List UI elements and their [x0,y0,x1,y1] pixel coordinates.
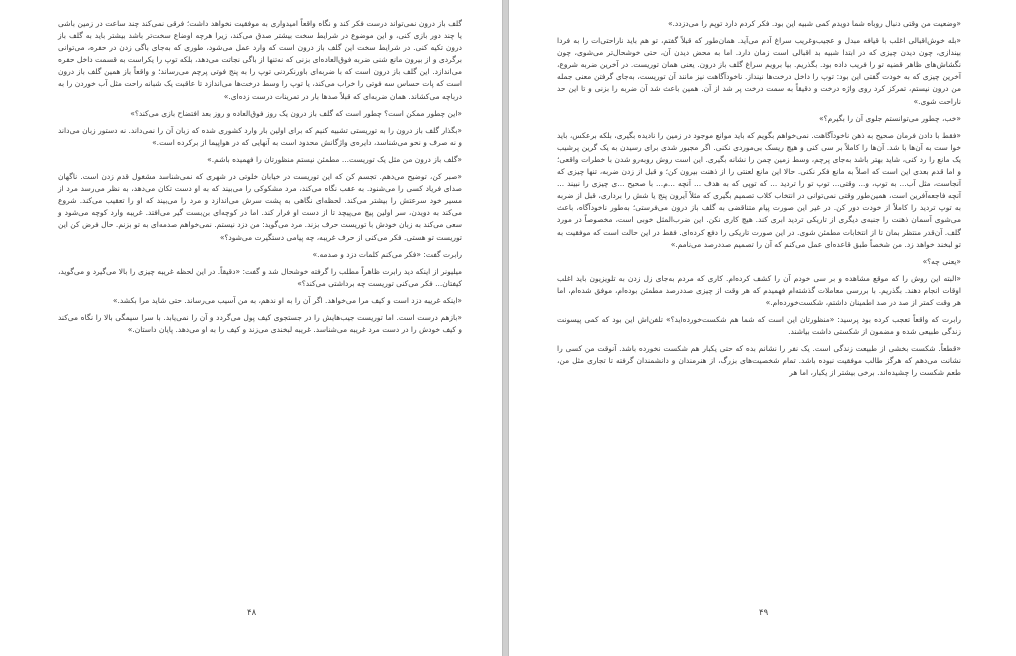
paragraph: «یعنی چه؟» [922,256,961,266]
paragraph: گلف باز درون نمی‌تواند درست فکر کند و نگاه واقعاً امیدواری به موفقیت نخواهد داشت؛ فرقی نمی‌کند چند ساعت در زمین باشی یا چند دور بازی کنی، و این موضوع در شرایط سخت بیشتر صدق می‌کند، زیرا هرچه اوضاع سخت‌تر باشد بیشتر باید به گلف باز درون تکیه کنی. در شرایط سخت این گلف باز درون است که وارد عمل می‌شود، طوری که به‌جای باگی زدن در حفره، می‌توانی برگردی و از بیرون مانع شنی ضربه فوق‌العاده‌ای بزنی که نه‌تنها از باگی نجاتت می‌دهد، بلکه توپ را یکراست به قسمت داخل حفره می‌اندازد. این گلف باز درون است که با ضربه‌ای باورنکردنی توپ را به پنج فوتی پرچم می‌رساند؛ و واقعاً باز همین گلف باز درون است که پات حساس سه فوتی را خراب می‌کند، یا توپ را وسط درخت‌ها می‌اندازد تا عاقبت یک شبانه راحت مثل آب خوردن را به درباچه می‌کشاند. همان ضربه‌ای که قبلاً صدها بار در تمرینات درست زده‌ای.» [58,19,462,101]
paragraph: «بازهم درست است. اما توریست جیب‌هایش را در جستجوی کیف پول می‌گردد و آن را نمی‌یابد. با سرا سیمگی بالا را نگاه می‌کند و کیف خودش را در دست مرد غریبه می‌شناسد. غریبه لبخندی می‌زند و کیف را به او می‌دهد. پایان داستان.» [58,312,462,335]
paragraph: رابرت گفت: «فکر می‌کنم کلمات دزد و صدمه.» [312,249,462,259]
paragraph: «بله خوش‌اقبالی اغلب با قیافه مبدل و عجیب‌وغریب سراغ آدم می‌آید. همان‌طور که قبلاً گفتم، تو هم باید ناراحتی‌ات را به فردا بیندازی، چون دیدن چیزی که در ابتدا شبیه بد اقبالی است زمان دارد. اما به محض دیدن آن، حتی خوشحال‌تر می‌شوی، چون نگشاش‌های ظاهر قضیه تو را فریب داده بود. بگذریم. بیا برویم سراغ گلف باز درون. یعنی همان توریست. در آخرین ضربه شروع، آخرین چیزی که به خودت گفتی این بود: توپ را داخل درخت‌ها نینداز. ناخودآگاهت نیز مانند آن توریست، به‌جای گرفتن معنی جمله من درون نیستم، تمرکز کرد روی واژه درخت و دقیقاً به سمت درخت پر شد از آن. همین باعث شد آن ضربه را بزنی و تا این حد ناراحت شوی.» [557,36,961,106]
paragraph: «فقط با دادن فرمان صحیح به ذهن ناخودآگاهت. نمی‌خواهم بگویم که باید موانع موجود در زمین را نادیده بگیری، بلکه برعکس، باید خوا ست به آن‌ها با شد. آن‌ها را کاملاً بر سی کنی و هیچ ریسک بی‌موردی نکنی. اگر مجبور شدی برای رسیدن به یک گرین پرشیب یک مانع را رد کنی، شاید بهتر باشد به‌جای پرچم، وسط زمین چمن را نشانه بگیری. این است روش روبه‌رو شدن با خطرات واقعی؛ و اما قدم بعدی این است که اصلاً به مانع فکر نکنی. حالا این مانع لعنتی را از ذهنت بیرون کن؛ و قبل از زدن ضربه، تنها چیزی که آنجاست، مثل آب... به توپ، و... وقتی... توپ تو را تردید ... که توپی که به هدف ... آنچه ...م... با صحیح ...ی چیزی را نبیند ... آنچه فاجعه‌آفرین است، همین‌طور وقتی نمی‌توانی در انتخاب کلاب تصمیم بگیری که مثلاً آیرون پنج یا شش را برداری، قبل از ضربه به توپ تردید را کاملاً از خودت دور کن. در غیر این صورت پیام متناقضی به گلف باز درون می‌فرستی؛ به‌طور ناخودآگاه، باعث می‌شوی آسمان ذهنت را جنبه‌ی دیگری از تاریکی تردید ابری کند. هیچ کاری نکن. این ضرب‌المثل خوبی است، مخصوصاً در مورد گلف. آن‌قدر منتظر بمان تا از انتخابات مطمئن شوی. در این صورت تاریکی را دفع کرده‌ای. فقط در این حالت است که موفقیت به تو لبخند خواهد زد. من شخصاً طبق قاعده‌ای عمل می‌کنم که آن را تصمیم صددرصد می‌نامم.» [557,130,961,249]
paragraph: «قطعاً. شکست بخشی از طبیعت زندگی است. یک نفر را نشانم بده که حتی یکبار هم شکست نخورده باشد. آنوقت من کسی را نشانت می‌دهم که هرگز طالب موفقیت نبوده باشد. تمام شخصیت‌های بزرگ، از هنرمندان و دانشمندان گرفته تا تجاری مثل من، طعم شکست را چشیده‌اند. برخی بیشتر از یکبار، اما هر [557,344,961,378]
left-page [0,0,503,656]
page-number-left: ۴۸ [247,608,257,618]
paragraph: «البته این روش را که موقع مشاهده و بر سی خودم آن را کشف کرده‌ام. کاری که مردم به‌جای زل زدن به تلویزیون باید اغلب اوقات انجام دهند. بگذریم. با بررسی معاملات گذشته‌ام فهمیدم که هر وقت از چیزی صددرصد مطمئن بوده‌ام، موفق شده‌ام، اما هر وقت کمتر از صد در صد اطمینان داشتم، شکست‌خورده‌ام.» [557,273,961,307]
paragraph: «بگذار گلف باز درون را به توریستی تشبیه کنیم که برای اولین بار وارد کشوری شده که زبان آن را نمی‌داند. نه دستور زبان می‌داند و نه صرف و نحو می‌شناسد، دایره‌ی واژگانش محدود است به آنهایی که در هواپیما از برکرده است.» [58,125,462,147]
right-page-text [557,18,961,385]
paragraph: «صبر کن، توضیح می‌دهم. تجسم کن که این توریست در خیابان خلوتی در شهری که نمی‌شناسد مشغول قدم زدن است. ناگهان صدای فریاد کسی را می‌شنود. به عقب نگاه می‌کند، مرد مشکوکی را می‌بیند که به او دست تکان می‌دهد، به نظر می‌رسد مرد از مسیر خود سرعتش را بیشتر می‌کند. لحظه‌ای نگاهی به پشت سرش می‌اندازد و مرد را می‌بیند که او را تعقیب می‌کند. شروع می‌کند به دویدن، سر اولین پیچ می‌پیچد تا از دست او فرار کند. اما در کوچه‌ای بن‌بست گیر می‌افتد. غریبه وارد کوچه می‌شود و سعی می‌کند به زبان خودش با توریست حرف بزند. مرد می‌گوید: من دزد نیستم. نمی‌خواهم صدمه‌ای به تو بزنم. حال فرض کن این توریست تو هستی. فکر می‌کنی از حرف غریبه، چه پیامی دستگیرت می‌شود؟» [58,172,462,242]
right-page [508,0,1016,656]
paragraph: «خب، چطور می‌توانستم جلوی آن را بگیرم؟» [819,113,961,123]
paragraph: «اینکه غریبه دزد است و کیف مرا می‌خواهد. اگر آن را به او ندهم، به من آسیب می‌رساند. حتی شاید مرا بکشد.» [112,295,462,305]
paragraph: «این چطور ممکن است؟ چطور است که گلف باز درون یک روز فوق‌العاده و روز بعد افتضاح بازی می‌کند؟» [130,108,462,118]
page-number-right: ۴۹ [759,608,769,618]
left-page-text [58,18,462,341]
paragraph: رابرت که واقعاً تعجب کرده بود پرسید: «منظورتان این است که شما هم شکست‌خورده‌اید؟» تلفن‌اش این بود که کمی پیسونت زندگی طبیعی شده و مضمون از شکستی داشت بیاشند. [557,315,961,337]
paragraph: «وضعیت من وقتی دنبال روباه شما دویدم کمی شبیه این بود. فکر کردم دارد توپم را می‌دزدد.» [667,19,961,28]
paragraph: میلیونر از اینکه دید رابرت ظاهراً مطلب را گرفته خوشحال شد و گفت: «دقیقاً. در این لحظه غریبه چیزی را بالا می‌گیرد و می‌گوید، کیفتان... فکر می‌کنی توریست چه برداشتی می‌کند؟» [58,266,462,288]
paragraph: «گلف باز درون من مثل یک توریست... مطمئن نیستم منظورتان را فهمیده باشم.» [207,154,462,164]
